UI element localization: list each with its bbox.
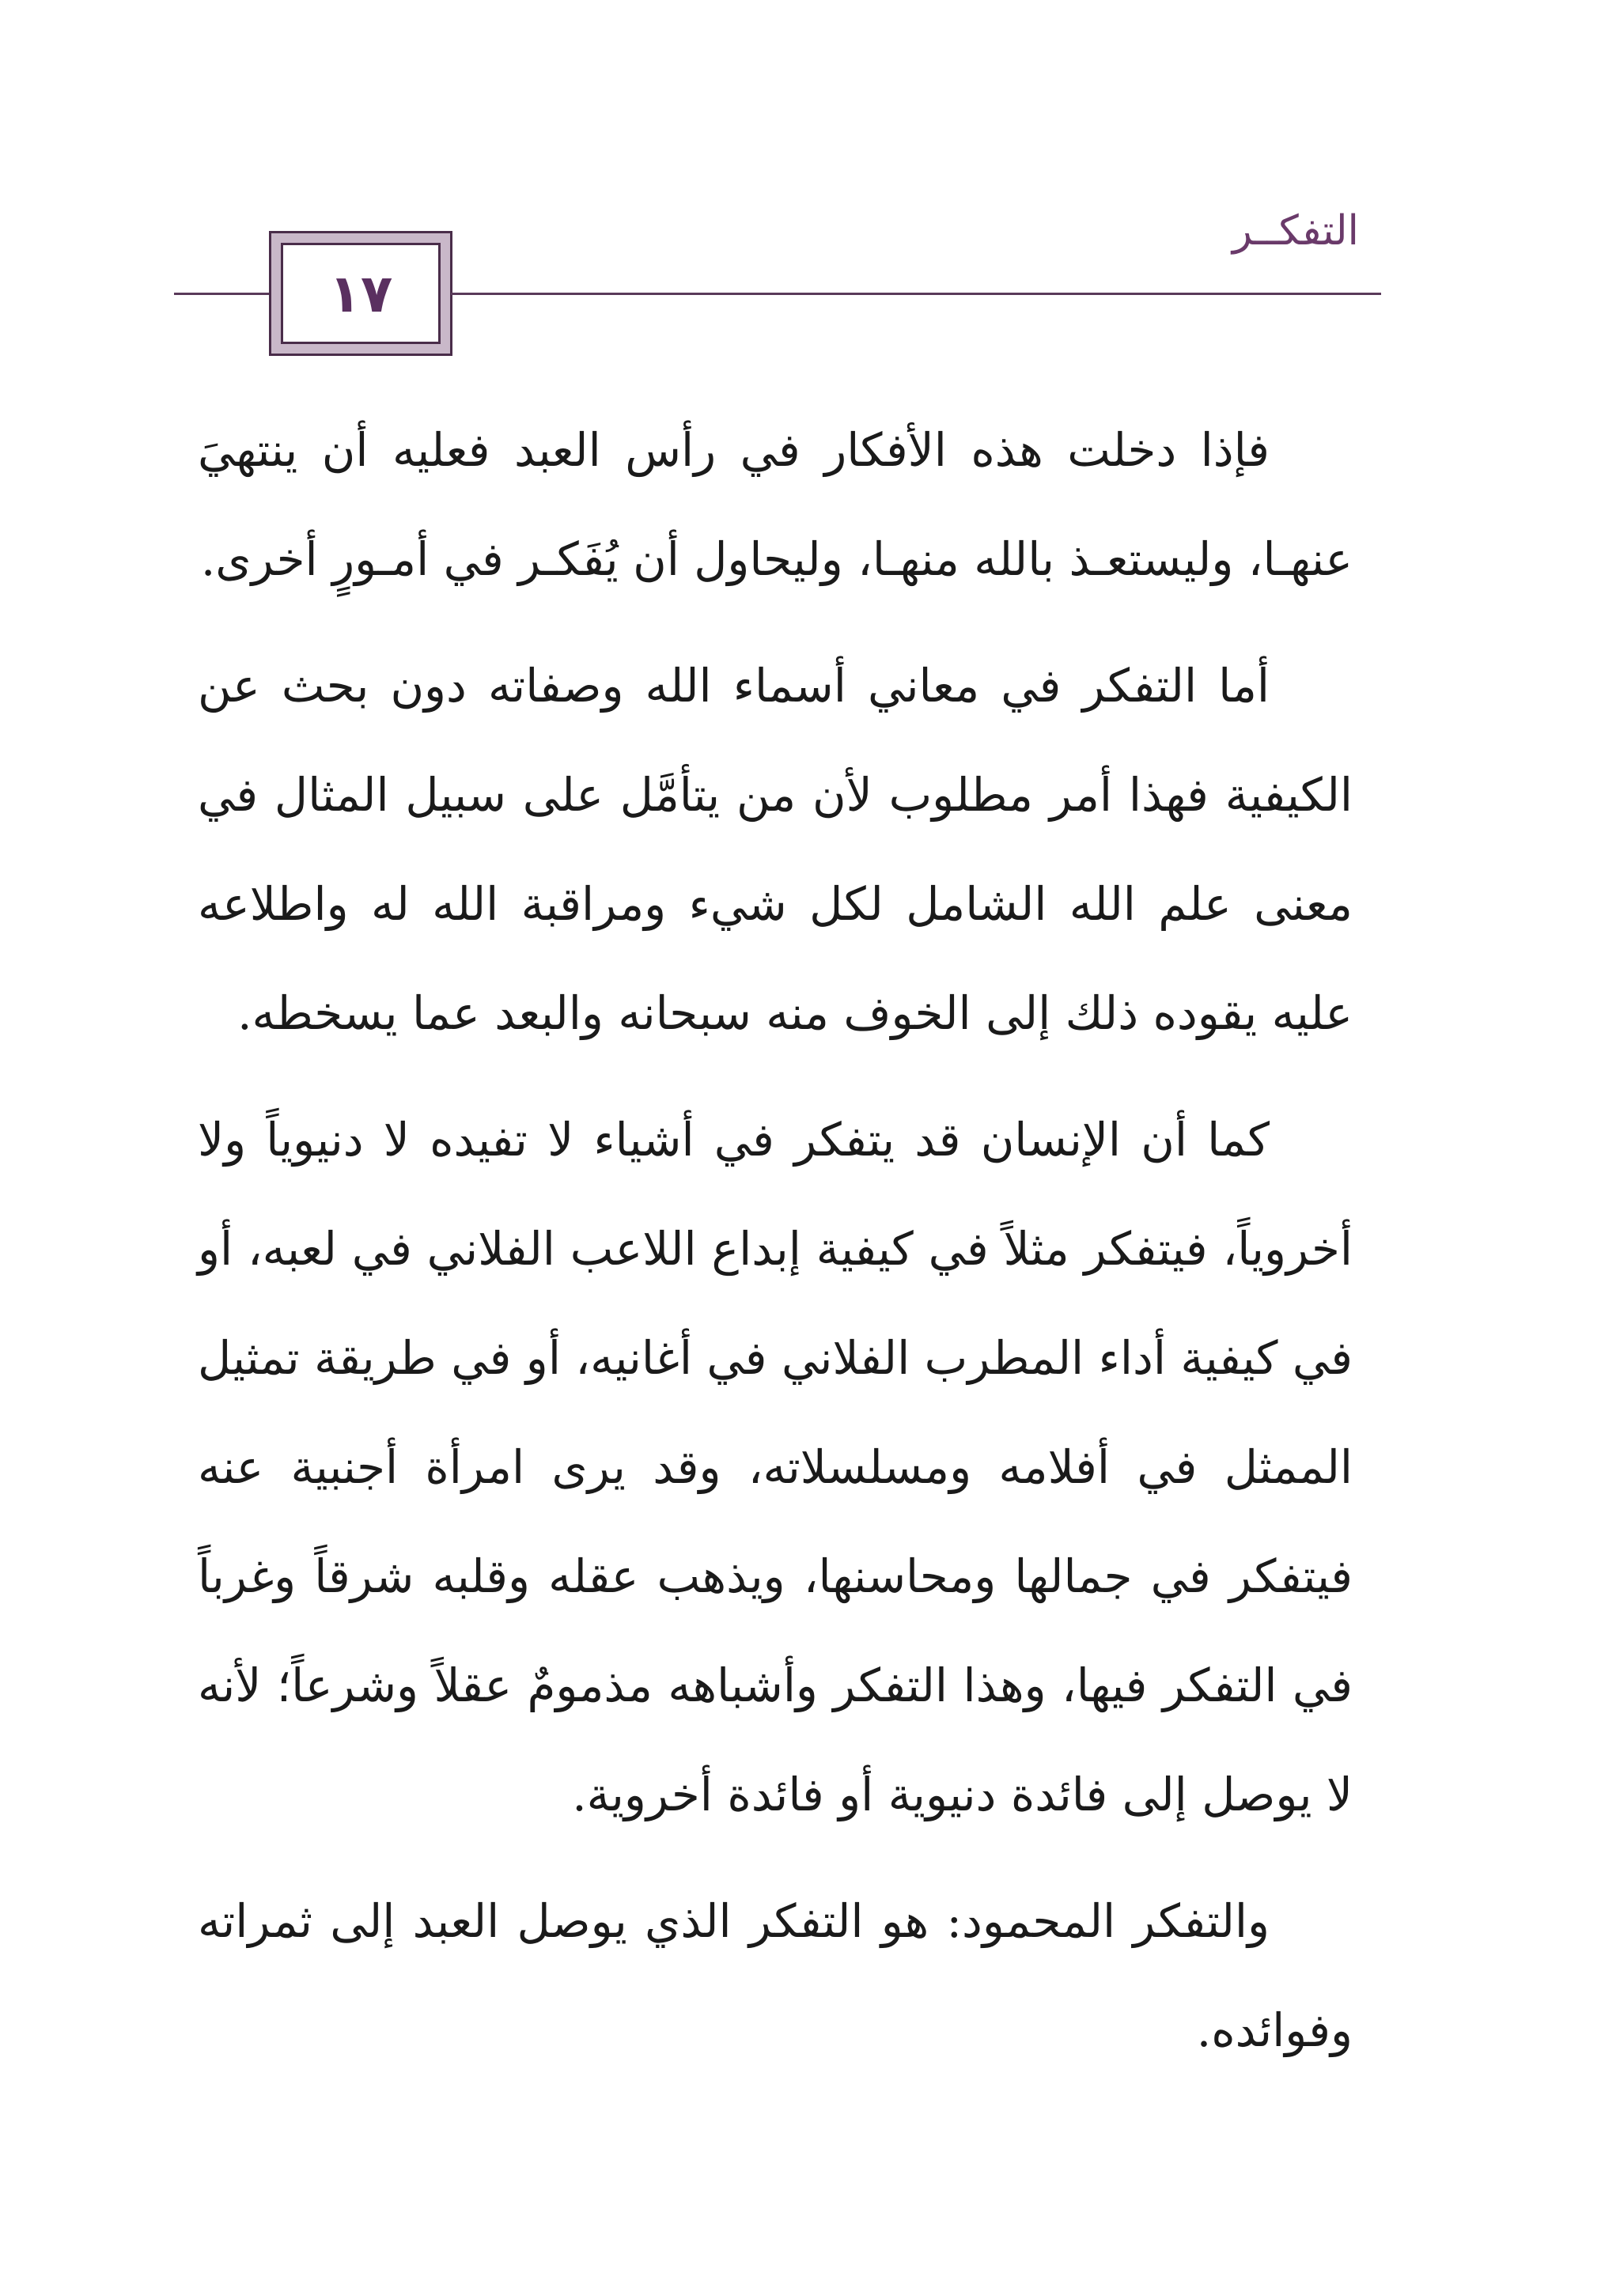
paragraph-2: أما التفكر في معاني أسماء الله وصفاته دون بحث عن الكيفية فهذا أمر مطلوب لأن من يتأمَّل على سبيل المثال في معنى علم الله الشامل لكل شيء ومراقبة الله له واطلاعه عليه يقوده ذلك إلى الخوف منه سبحانه والبعد عما يسخطه. [198,659,1353,1040]
header-rule-right [451,293,1381,295]
page-number-frame [269,231,452,356]
page-number: ١٧ [328,263,393,324]
running-title: التفكــر [1232,207,1359,255]
page-header [0,0,1620,380]
header-rule-left [174,293,269,295]
paragraph-3: كما أن الإنسان قد يتفكر في أشياء لا تفيده لا دنيوياً ولا أخروياً، فيتفكر مثلاً في كيفية إبداع اللاعب الفلاني في لعبه، أو في كيفية أداء المطرب الفلاني في أغانيه، أو في طريقة تمثيل الممثل في أفلامه ومسلسلاته، وقد يرى امرأة أجنبية عنه فيتفكر في جمالها ومحاسنها، ويذهب عقله وقلبه شرقاً وغرباً في التفكر فيها، وهذا التفكر وأشباهه مذمومٌ عقلاً وشرعاً؛ لأنه لا يوصل إلى فائدة دنيوية أو فائدة أخروية. [198,1113,1353,1821]
page-body [198,395,1353,2102]
paragraph-1: فإذا دخلت هذه الأفكار في رأس العبد فعليه أن ينتهيَ عنهـا، وليستعـذ بالله منهـا، وليحاول أن يُفَكـر في أمـورٍ أخرى. [198,423,1353,586]
paragraph-4: والتفكر المحمود: هو التفكر الذي يوصل العبد إلى ثمراته وفوائده. [198,1894,1353,2057]
page-number-box [281,243,441,344]
